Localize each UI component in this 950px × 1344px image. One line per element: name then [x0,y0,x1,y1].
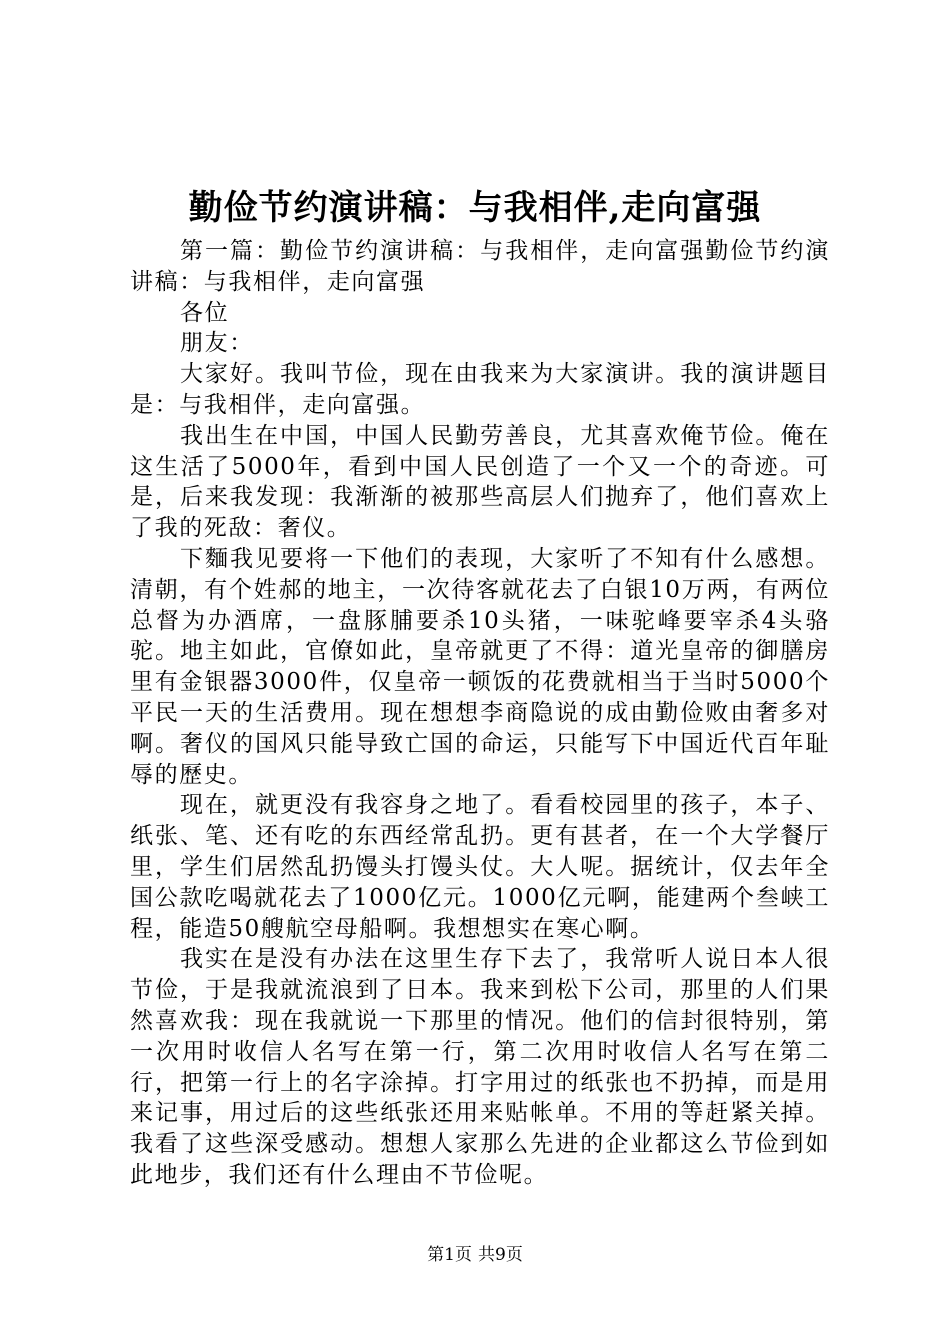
page-number: 第1页 [427,1245,472,1265]
document-body [130,236,830,1191]
page-footer [0,1243,950,1267]
paragraph: 下麵我见要将一下他们的表现，大家听了不知有什么感想。清朝，有个姓郝的地主，一次待客就花去了白银10万两，有两位总督为办酒席，一盘豚脯要杀10头猪，一味驼峰要宰杀4头骆驼。地主如此，官僚如此，皇帝就更了不得：道光皇帝的御膳房里有金银器3000件，仅皇帝一顿饭的花费就相当于当时5000个平民一天的生活费用。现在想想李商隐说的成由勤俭败由奢多对啊。奢仪的国风只能导致亡国的命运，只能写下中国近代百年耻辱的歷史。 [130,545,830,788]
paragraph: 第一篇：勤俭节约演讲稿：与我相伴，走向富强勤俭节约演讲稿：与我相伴，走向富强 [130,238,830,295]
paragraph: 朋友： [180,330,254,357]
page-total: 共9页 [478,1245,523,1265]
paragraph: 我实在是没有办法在这里生存下去了，我常听人说日本人很节俭，于是我就流浪到了日本。我来到松下公司，那里的人们果然喜欢我：现在我就说一下那里的情况。他们的信封很特别，第一次用时收信人名写在第一行，第二次用时收信人名写在第二行，把第一行上的名字涂掉。打字用过的纸张也不扔掉，而是用来记事，用过后的这些纸张还用来贴帐单。不用的等赶紧关掉。我看了这些深受感动。想想人家那么先进的企业都这么节俭到如此地步，我们还有什么理由不节俭呢。 [130,946,830,1188]
document-title: 勤俭节约演讲稿：与我相伴,走向富强 [188,188,762,228]
paragraph: 大家好。我叫节俭，现在由我来为大家演讲。我的演讲题目是：与我相伴，走向富强。 [130,361,830,418]
paragraph: 我出生在中国，中国人民勤劳善良，尤其喜欢俺节俭。俺在这生活了5000年，看到中国人民创造了一个又一个的奇迹。可是，后来我发现：我渐渐的被那些高层人们抛弃了，他们喜欢上了我的死敌：奢仪。 [130,422,830,542]
paragraph: 各位 [180,299,230,326]
paragraph: 现在，就更没有我容身之地了。看看校园里的孩子，本子、纸张、笔、还有吃的东西经常乱扔。更有甚者，在一个大学餐厅里，学生们居然乱扔馒头打馒头仗。大人呢。据统计，仅去年全国公款吃喝就花去了1000亿元。1000亿元啊，能建两个叁峡工程，能造50艘航空母船啊。我想想实在寒心啊。 [130,792,830,942]
